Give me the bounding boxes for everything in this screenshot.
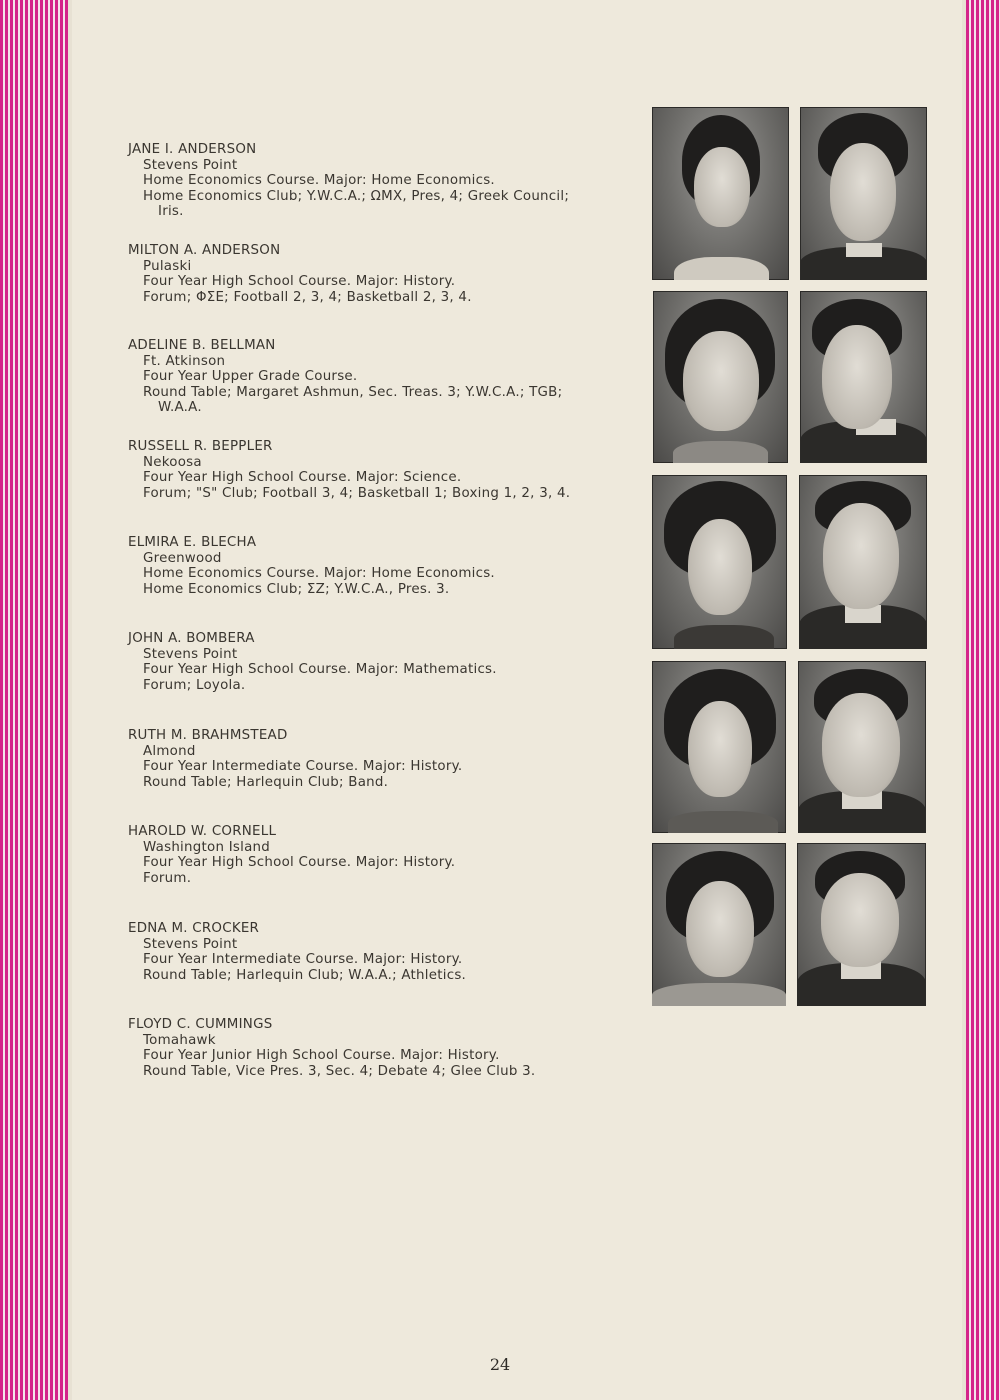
student-course: Four Year Intermediate Course. Major: History. — [143, 952, 463, 968]
left-border-stripes — [0, 0, 68, 1400]
student-hometown: Nekoosa — [143, 454, 202, 470]
student-activities: Forum; Loyola. — [143, 677, 246, 693]
portrait-photo-bombera — [799, 475, 927, 649]
student-activities: Round Table; Margaret Ashmun, Sec. Treas. 3; Y.W.C.A.; TGB; W.A.A. — [143, 384, 563, 416]
student-course: Four Year Junior High School Course. Major: History. — [143, 1048, 500, 1064]
student-activities: Home Economics Club; ΣZ; Y.W.C.A., Pres. 3. — [143, 581, 450, 597]
portrait-photo-cornell — [798, 661, 926, 833]
portrait-photo-bellman — [653, 291, 788, 463]
student-hometown: Stevens Point — [143, 936, 238, 952]
student-activities: Forum; ΦΣE; Football 2, 3, 4; Basketball 2, 3, 4. — [143, 289, 472, 305]
student-hometown: Stevens Point — [143, 646, 238, 662]
student-hometown: Ft. Atkinson — [143, 353, 226, 369]
student-name: HAROLD W. CORNELL — [128, 824, 277, 839]
student-entry-anderson-jane — [128, 142, 598, 220]
student-activities: Forum. — [143, 870, 192, 886]
student-course: Four Year Upper Grade Course. — [143, 369, 358, 385]
student-entry-crocker — [128, 921, 598, 983]
student-hometown: Pulaski — [143, 258, 192, 274]
portrait-photo-brahmstead — [652, 661, 786, 833]
student-entry-bellman — [128, 338, 598, 416]
student-name: RUTH M. BRAHMSTEAD — [128, 728, 288, 743]
student-entry-bombera — [128, 631, 598, 693]
student-course: Four Year High School Course. Major: History. — [143, 855, 456, 871]
student-entry-anderson-milton — [128, 243, 598, 305]
student-hometown: Greenwood — [143, 550, 222, 566]
student-name: EDNA M. CROCKER — [128, 921, 260, 936]
student-name: ADELINE B. BELLMAN — [128, 338, 276, 353]
student-activities: Home Economics Club; Y.W.C.A.; ΩMX, Pres, 4; Greek Council; Iris. — [143, 188, 570, 220]
portrait-photo-anderson-milton — [800, 107, 927, 280]
student-activities: Round Table; Harlequin Club; Band. — [143, 774, 389, 790]
student-course: Four Year High School Course. Major: Mathematics. — [143, 662, 497, 678]
student-name: MILTON A. ANDERSON — [128, 243, 281, 258]
student-name: ELMIRA E. BLECHA — [128, 535, 257, 550]
left-page-edge — [68, 0, 72, 1400]
student-activities: Forum; "S" Club; Football 3, 4; Basketball 1; Boxing 1, 2, 3, 4. — [143, 485, 571, 501]
student-entry-cornell — [128, 824, 598, 886]
student-course: Four Year High School Course. Major: Science. — [143, 470, 462, 486]
right-border-stripes — [966, 0, 1000, 1400]
student-name: JANE I. ANDERSON — [128, 142, 257, 157]
student-name: RUSSELL R. BEPPLER — [128, 439, 273, 454]
page-number: 24 — [489, 1355, 511, 1374]
student-entry-blecha — [128, 535, 598, 597]
student-entry-brahmstead — [128, 728, 598, 790]
portrait-photo-beppler — [800, 291, 927, 463]
portrait-photo-cummings — [797, 843, 926, 1006]
student-activities: Round Table; Harlequin Club; W.A.A.; Athletics. — [143, 967, 467, 983]
student-hometown: Tomahawk — [143, 1032, 216, 1048]
portrait-photo-crocker — [652, 843, 786, 1006]
portrait-photo-anderson-jane — [652, 107, 789, 280]
student-course: Four Year Intermediate Course. Major: History. — [143, 759, 463, 775]
student-name: JOHN A. BOMBERA — [128, 631, 255, 646]
right-page-edge — [962, 0, 966, 1400]
portrait-photo-blecha — [652, 475, 787, 649]
student-entry-beppler — [128, 439, 598, 501]
student-course: Home Economics Course. Major: Home Economics. — [143, 173, 495, 189]
student-activities: Round Table, Vice Pres. 3, Sec. 4; Debate 4; Glee Club 3. — [143, 1063, 536, 1079]
student-course: Four Year High School Course. Major: History. — [143, 274, 456, 290]
student-hometown: Washington Island — [143, 839, 271, 855]
student-course: Home Economics Course. Major: Home Economics. — [143, 566, 495, 582]
student-hometown: Stevens Point — [143, 157, 238, 173]
student-entry-cummings — [128, 1017, 598, 1079]
student-name: FLOYD C. CUMMINGS — [128, 1017, 273, 1032]
student-hometown: Almond — [143, 743, 196, 759]
